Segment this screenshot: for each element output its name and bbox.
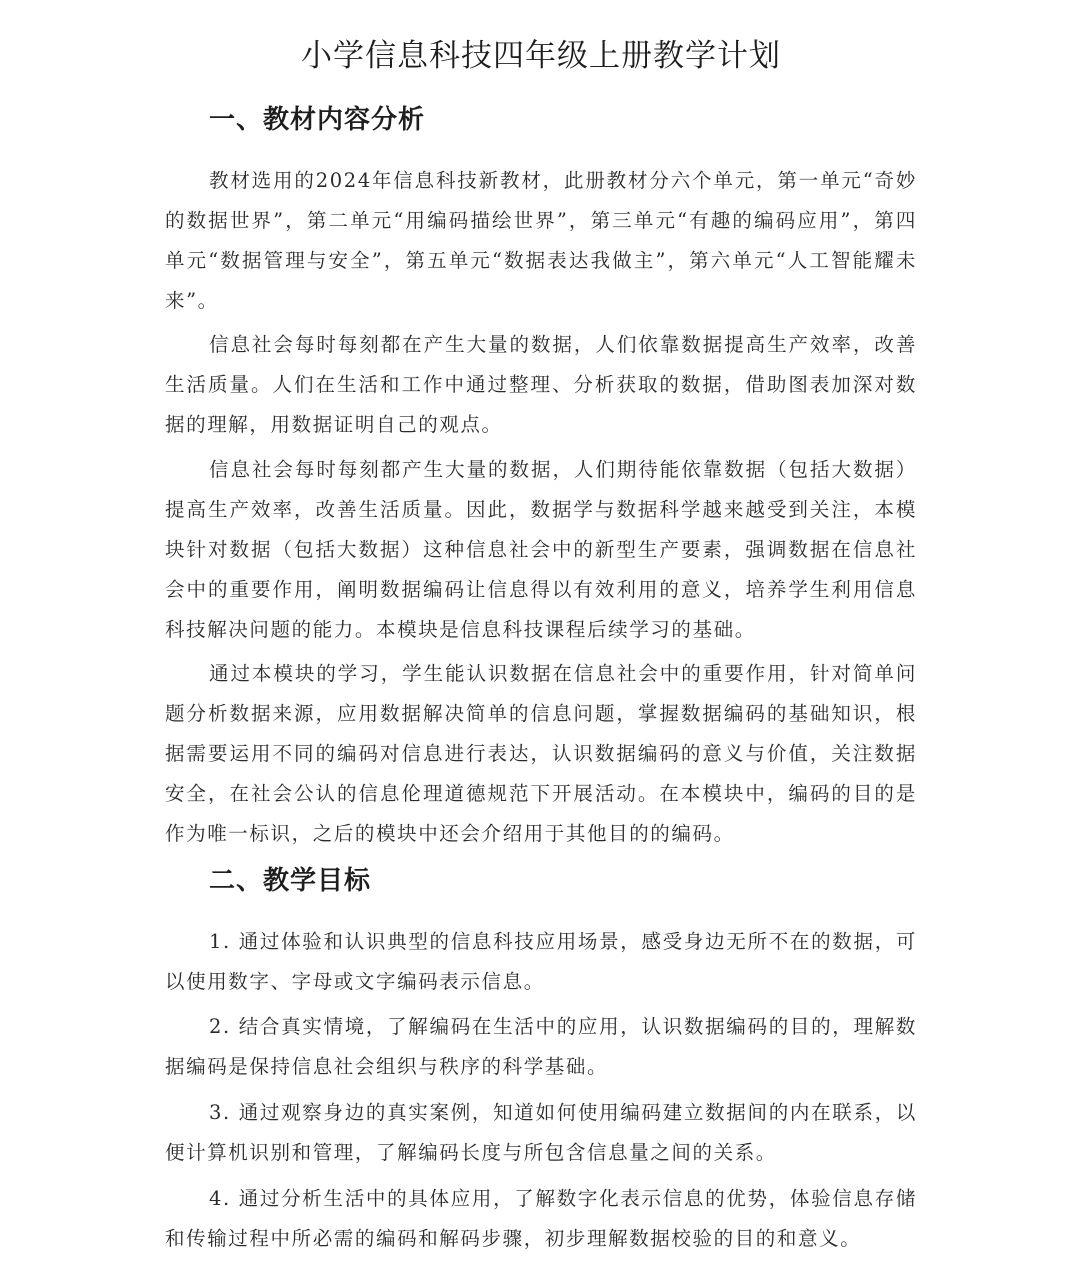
paragraph-module-outcomes: 通过本模块的学习，学生能认识数据在信息社会中的重要作用，针对简单问题分析数据来源，应用数据解决简单的信息问题，掌握数据编码的基础知识，根据需要运用不同的编码对信息进行表达，认识数据编码的意义与价值，关注数据安全，在社会公认的信息伦理道德规范下开展活动。在本模块中，编码的目的是作为唯一标识，之后的模块中还会介绍用于其他目的的编码。 [165,662,917,845]
goal-item-4: 4. 通过分析生活中的具体应用，了解数字化表示信息的优势，体验信息存储和传输过程中所必需的编码和解码步骤，初步理解数据校验的目的和意义。 [165,1187,917,1250]
document-title: 小学信息科技四年级上册教学计划 [301,38,781,74]
goal-item-1: 1. 通过体验和认识典型的信息科技应用场景，感受身边无所不在的数据，可以使用数字、字母或文字编码表示信息。 [165,930,917,993]
section-heading-content-analysis: 一、教材内容分析 [209,105,426,135]
paragraph-textbook-units: 教材选用的2024年信息科技新教材，此册教材分六个单元，第一单元“奇妙的数据世界”，第二单元“用编码描绘世界”，第三单元“有趣的编码应用”，第四单元“数据管理与安全”，第五单元“数据表达我做主”，第六单元“人工智能耀未来”。 [165,169,917,312]
paragraph-module-focus: 信息社会每时每刻都产生大量的数据，人们期待能依靠数据（包括大数据）提高生产效率，改善生活质量。因此，数据学与数据科学越来越受到关注，本模块针对数据（包括大数据）这种信息社会中的新型生产要素，强调数据在信息社会中的重要作用，阐明数据编码让信息得以有效利用的意义，培养学生利用信息科技解决问题的能力。本模块是信息科技课程后续学习的基础。 [165,458,917,641]
section-heading-teaching-goals: 二、教学目标 [209,866,372,896]
goal-item-3: 3. 通过观察身边的真实案例，知道如何使用编码建立数据间的内在联系，以便计算机识别和管理，了解编码长度与所包含信息量之间的关系。 [165,1101,917,1164]
goal-item-2: 2. 结合真实情境，了解编码在生活中的应用，认识数据编码的目的，理解数据编码是保持信息社会组织与秩序的科学基础。 [165,1015,917,1078]
paragraph-data-in-society: 信息社会每时每刻都在产生大量的数据，人们依靠数据提高生产效率，改善生活质量。人们在生活和工作中通过整理、分析获取的数据，借助图表加深对数据的理解，用数据证明自己的观点。 [165,333,917,436]
